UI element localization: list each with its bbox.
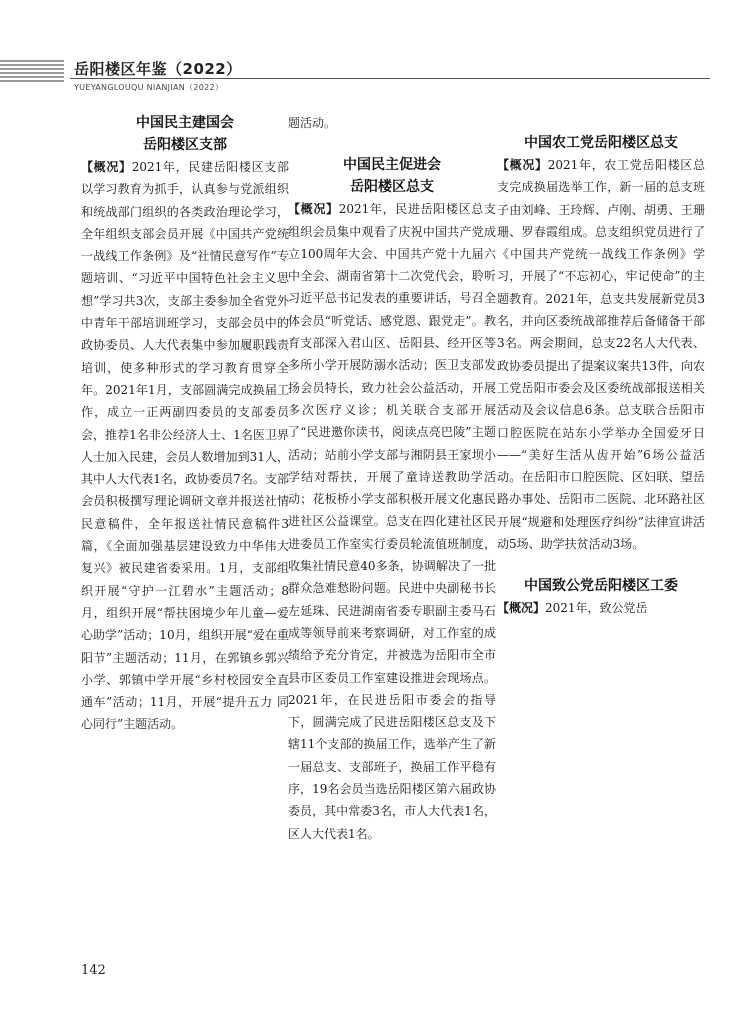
header-subtitle: YUEYANGLOUQU NIANJIAN（2022）	[74, 83, 224, 92]
section-body-cpwdp	[497, 154, 705, 555]
section-body-cndca	[81, 156, 289, 736]
section-body-capd	[288, 198, 496, 845]
section-tag: 【概况】	[497, 158, 548, 172]
section-title-cpwdp: 中国农工党岳阳楼区总支	[524, 135, 678, 151]
section-text: 2021年，民建岳阳楼区支部以学习教育为抓手，认真参与党派组织和统战部门组织的各类政治理论学习，全年组织支部会员开展《中国共产党统一战线工作条例》及“社情民意写作”专题培训、“习近平中国特色社会主义思想”学习共3次，支部主委参加全省党外中青年干部培训班学习，支部会员中的政协委员、人大代表集中参加履职践责培训，使多种形式的学习教育贯穿全年。2021年1月，支部圆满完成换届工作，成立一正两副四委员的支部委员会，推荐1名非公经济人士、1名医卫界人士加入民建，会员人数增加到31人，其中人大代表1名，政协委员7名。支部会员积极撰写理论调研文章并报送社情民意稿件，全年报送社情民意稿件3篇，《全面加强基层建设致力中华伟大复兴》被民建省委采用。1月，支部组织开展“守护一江碧水”主题活动；8月，组织开展“帮扶困境少年儿童—爱心助学”活动；10月，组织开展“爱在重阳节”主题活动；11月，在郭镇乡郭兴小学、郭镇中学开展“乡村校园安全直通车”活动；11月，开展“提升五力 同心同行”主题活动。	[81, 160, 289, 732]
section-text: 2021年，民进岳阳楼区总支组织会员集中观看了庆祝中国共产党成立100周年大会、中国共产党十九届六中全会、湖南省第十二次党代会，聆听习近平总书记发表的重要讲话，号召全体会员“听党话、感党恩、跟党走”。教育支部深入君山区、岳阳县、经开区等多所小学开展防溺水活动；医卫支部发扬会员特长，致力社会公益活动，开展多次医疗义诊；机关联合支部开展了“民进邀你读书，阅读点亮巴陵”主题活动；站前小学支部与湘阴县王家坝小学结对帮扶，开展了童诗送教助学活动；花板桥小学支部积极开展文化惠民进社区公益课堂。总支在四化建社区民进委员工作室实行委员轮流值班制度，收集社情民意40多条，协调解决了一批群众急难愁盼问题。民进中央副秘书长左延珠、民进湖南省委专职副主委马石成等领导前来考察调研，对工作室的成绩给予充分肯定，并被选为岳阳市全市县市区委员工作室建设推进会现场点。2021年，在民进岳阳市委会的指导下，圆满完成了民进岳阳楼区总支及下辖11个支部的换届工作，选举产生了新一届总支、支部班子，换届工作平稳有序，19名会员当选岳阳楼区第六届政协委员，其中常委3名，市人大代表1名，区人大代表1名。	[288, 202, 496, 841]
section-tag: 【概况】	[497, 601, 546, 616]
section-text: 2021年，农工党岳阳楼区总支完成换届选举工作，新一届的总支班子由刘峰、王玲辉、卢刚、胡勇、王珊珊、罗春霞组成。总支组织党员进行了《中国共产党统一战线工作条例》学习，开展了“不忘初心，牢记使命”的主题教育。2021年，总支共发展新党员3名，并向区委统战部推荐后备储备干部3名。两会期间，总支22名人大代表、政协委员提出了提案议案共13件，向农工党岳阳市委会及区委统战部报送相关活动及会议信息6条。总支联合岳阳市口腔医院在站东小学举办全国爱牙日——“美好生活从齿开始”6场公益活动。在岳阳市口腔医院、区妇联、望岳路办事处、岳阳市二医院、北环路社区开展“规避和处理医疗纠纷”法律宣讲活动5场、助学扶贫活动3场。	[497, 158, 705, 552]
text-column-1	[81, 112, 289, 736]
section-body-czgd	[497, 597, 705, 619]
section-title-capd-line2: 岳阳楼区总支	[350, 179, 434, 196]
running-header	[0, 44, 750, 94]
section-text: 2021年，致公党岳	[545, 601, 648, 616]
header-stripes	[0, 60, 64, 84]
section-title-cndca-line2: 岳阳楼区支部	[143, 137, 227, 153]
text-column-2	[288, 112, 496, 845]
header-title: 岳阳楼区年鉴（2022）	[74, 60, 242, 78]
section-title-capd-line1: 中国民主促进会	[343, 157, 441, 174]
text-column-3	[497, 112, 705, 620]
section-title-cndca-line1: 中国民主建国会	[136, 115, 234, 131]
continuation-text: 题活动。	[288, 116, 337, 130]
section-tag: 【概况】	[81, 160, 132, 174]
page-number: 142	[81, 963, 106, 978]
section-tag: 【概况】	[288, 202, 339, 217]
header-rule	[70, 78, 710, 79]
section-title-czgd: 中国致公党岳阳楼区工委	[524, 578, 678, 595]
